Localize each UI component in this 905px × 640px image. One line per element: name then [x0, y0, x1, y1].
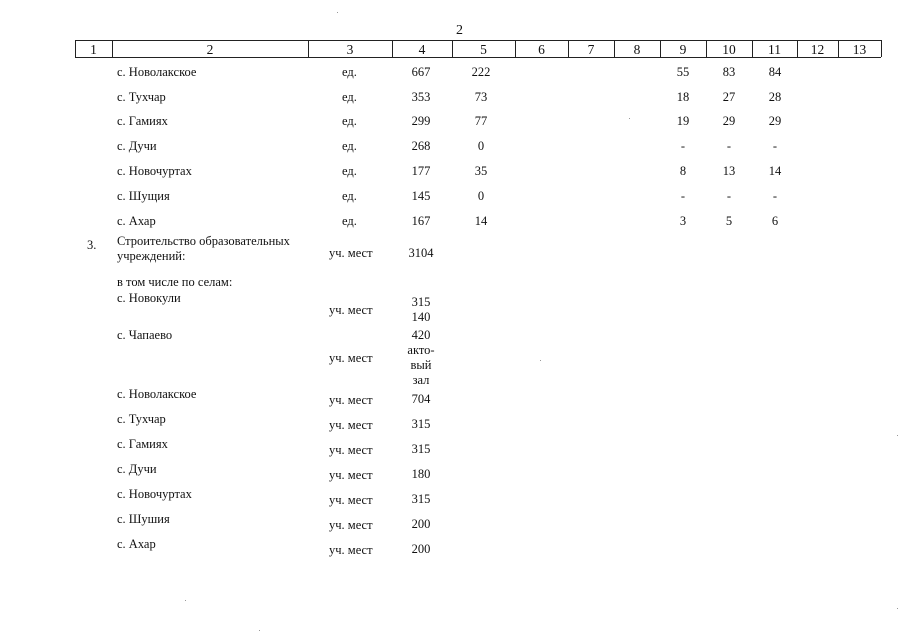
- col10-value: 27: [722, 90, 736, 104]
- table-row: [0, 189, 905, 205]
- section-number: 3.: [87, 238, 97, 252]
- unit-cell: ед.: [342, 164, 357, 178]
- table-row: [0, 512, 905, 532]
- col4-value: 200: [411, 517, 431, 531]
- col11-value: 29: [768, 114, 782, 128]
- header-col-8: 8: [633, 42, 641, 57]
- col10-value: 29: [722, 114, 736, 128]
- table-row: [0, 412, 905, 432]
- unit-cell: уч. мест: [329, 518, 373, 532]
- village-name: с. Новолакское: [117, 387, 197, 401]
- col11-value: 28: [768, 90, 782, 104]
- col5-value: 35: [474, 164, 488, 178]
- col4-value: 180: [411, 467, 431, 481]
- table-row: [0, 328, 905, 390]
- section-total: 3104: [408, 246, 434, 260]
- village-name: с. Тухчар: [117, 412, 166, 426]
- scan-speck: [259, 630, 260, 631]
- header-col-3: 3: [346, 42, 354, 57]
- col4-value: 177: [411, 164, 431, 178]
- page-number: 2: [456, 23, 463, 38]
- village-name: с. Чапаево: [117, 328, 173, 342]
- col4-value: 315: [411, 492, 431, 506]
- col4-value: 268: [411, 139, 431, 153]
- col9-value: 19: [676, 114, 690, 128]
- col5-value: 77: [474, 114, 488, 128]
- village-name: с. Дучи: [117, 462, 157, 476]
- village-name: с. Шущия: [117, 189, 170, 203]
- village-name: с. Новочуртах: [117, 487, 192, 501]
- village-name: с. Ахар: [117, 537, 156, 551]
- table-row: [0, 114, 905, 130]
- col4-value: 299: [411, 114, 431, 128]
- col9-value: -: [680, 189, 686, 203]
- table-row: [0, 90, 905, 106]
- col4-value: 667: [411, 65, 431, 79]
- col4-value: 200: [411, 542, 431, 556]
- header-col-7: 7: [587, 42, 595, 57]
- header-top-rule: [75, 40, 881, 41]
- village-name: с. Новочуртах: [117, 164, 192, 178]
- section-unit: уч. мест: [329, 246, 373, 260]
- col10-value: 13: [722, 164, 736, 178]
- unit-cell: ед.: [342, 214, 357, 228]
- col4-value: 704: [411, 392, 431, 406]
- col11-value: -: [772, 189, 778, 203]
- col4-value: 315: [411, 442, 431, 456]
- village-name: с. Новолакское: [117, 65, 197, 79]
- section-subtitle: в том числе по селам:: [117, 275, 233, 289]
- village-name: с. Дучи: [117, 139, 157, 153]
- unit-cell: уч. мест: [329, 493, 373, 507]
- col5-value: 0: [477, 139, 485, 153]
- table-row: [0, 462, 905, 482]
- col4-value: 315: [411, 417, 431, 431]
- col9-value: -: [680, 139, 686, 153]
- col5-value: 14: [474, 214, 488, 228]
- col4-value: 353: [411, 90, 431, 104]
- section-title-line2: учреждений:: [117, 249, 186, 263]
- village-name: с. Гамиях: [117, 437, 168, 451]
- col10-value: -: [726, 139, 732, 153]
- col9-value: 8: [679, 164, 687, 178]
- header-col-5: 5: [480, 42, 487, 57]
- header-col-2: 2: [206, 42, 214, 57]
- col4-note-line3: зал: [412, 373, 430, 387]
- village-name: с. Ахар: [117, 214, 156, 228]
- unit-cell: уч. мест: [329, 418, 373, 432]
- table-row: [0, 214, 905, 230]
- col4-value: 315: [411, 295, 431, 309]
- col5-value: 222: [471, 65, 491, 79]
- table-row: [0, 487, 905, 507]
- col4-value: 420: [411, 328, 431, 342]
- col4-note-line1: акто-: [407, 343, 435, 357]
- col9-value: 3: [679, 214, 687, 228]
- village-name: с. Тухчар: [117, 90, 166, 104]
- table-row: [0, 139, 905, 155]
- col11-value: 14: [768, 164, 782, 178]
- unit-cell: уч. мест: [329, 443, 373, 457]
- unit-cell: ед.: [342, 139, 357, 153]
- unit-cell: ед.: [342, 65, 357, 79]
- section-title-line1: Строительство образовательных: [117, 234, 290, 248]
- col4-value: 145: [411, 189, 431, 203]
- col4-value-2: 140: [411, 310, 431, 324]
- unit-cell: уч. мест: [329, 303, 373, 317]
- table-row: [0, 437, 905, 457]
- unit-cell: ед.: [342, 90, 357, 104]
- scan-speck: [897, 608, 898, 609]
- col10-value: 83: [722, 65, 736, 79]
- header-col-10: 10: [722, 42, 736, 57]
- col5-value: 73: [474, 90, 488, 104]
- header-col-9: 9: [679, 42, 687, 57]
- col9-value: 18: [676, 90, 690, 104]
- scan-speck: [540, 360, 541, 361]
- col11-value: 6: [771, 214, 779, 228]
- scan-speck: [897, 435, 898, 436]
- col10-value: 5: [725, 214, 733, 228]
- table-row: [0, 537, 905, 557]
- col10-value: -: [726, 189, 732, 203]
- unit-cell: ед.: [342, 114, 357, 128]
- table-row: [0, 291, 905, 327]
- col4-note-line2: вый: [410, 358, 432, 372]
- table-row: [0, 387, 905, 407]
- village-name: с. Новокули: [117, 291, 181, 305]
- column-divider: [881, 40, 882, 57]
- table-row: [0, 164, 905, 180]
- header-col-11: 11: [768, 42, 781, 57]
- scan-speck: [337, 12, 338, 13]
- unit-cell: ед.: [342, 189, 357, 203]
- col11-value: 84: [768, 65, 782, 79]
- col9-value: 55: [676, 65, 690, 79]
- unit-cell: уч. мест: [329, 393, 373, 407]
- unit-cell: уч. мест: [329, 543, 373, 557]
- col4-value: 167: [411, 214, 431, 228]
- header-col-13: 13: [852, 42, 867, 57]
- table-row: [0, 65, 905, 81]
- header-col-4: 4: [418, 42, 426, 57]
- col5-value: 0: [477, 189, 485, 203]
- header-col-1: 1: [90, 42, 97, 57]
- unit-cell: уч. мест: [329, 468, 373, 482]
- col11-value: -: [772, 139, 778, 153]
- scan-speck: [185, 600, 186, 601]
- scan-speck: [629, 118, 630, 119]
- village-name: с. Шушия: [117, 512, 170, 526]
- village-name: с. Гамиях: [117, 114, 168, 128]
- header-col-6: 6: [538, 42, 545, 57]
- header-col-12: 12: [810, 42, 825, 57]
- unit-cell: уч. мест: [329, 351, 373, 365]
